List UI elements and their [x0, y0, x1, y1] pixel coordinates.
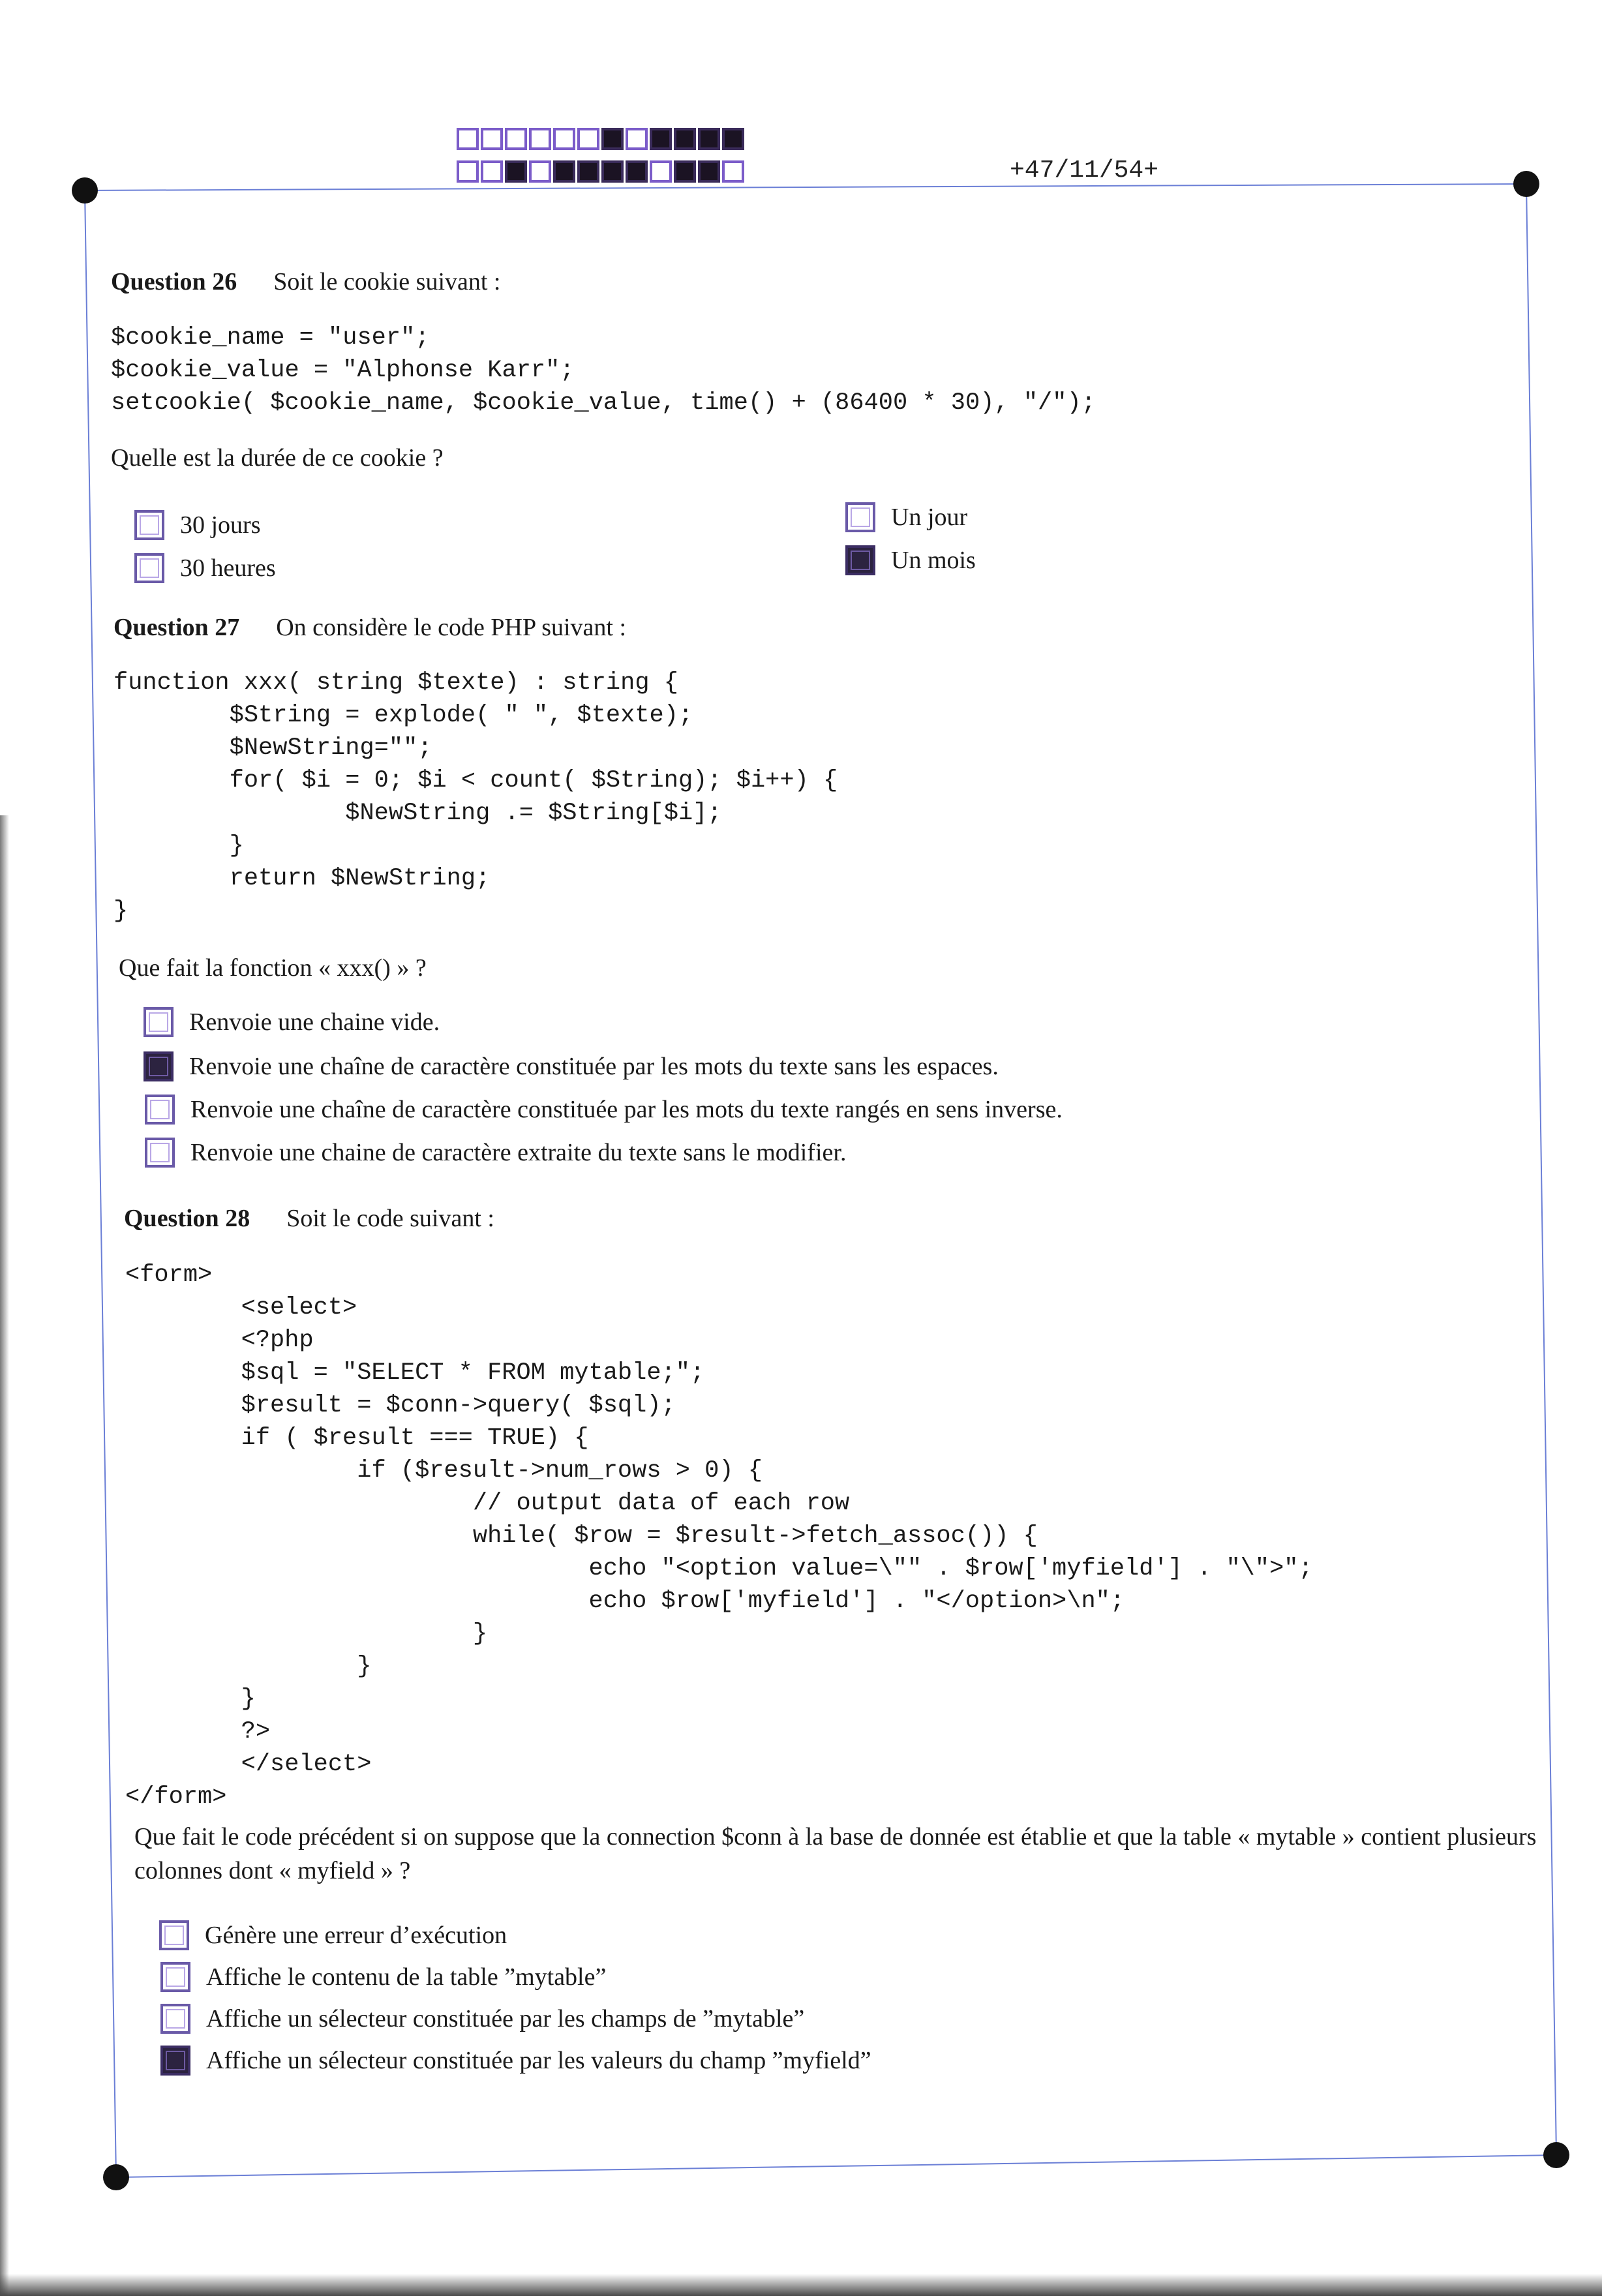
answer-option[interactable]	[845, 545, 976, 575]
question-prompt: Que fait le code précédent si on suppose que la connection $conn à la base de donnée est établie et que la table « mytable » contient plusieurs colonnes dont « myfield » ?	[134, 1823, 1537, 1884]
barcode-cell	[505, 128, 527, 150]
page-id: +47/11/54+	[1010, 157, 1159, 185]
question-26-header	[111, 267, 501, 296]
question-prompt: Que fait la fonction « xxx() » ?	[119, 954, 427, 982]
barcode-cell	[553, 128, 575, 150]
barcode-cell	[650, 128, 672, 150]
barcode-cell	[481, 160, 503, 183]
barcode-row-1	[457, 128, 744, 150]
question-label: Question 27	[113, 614, 240, 641]
option-label: Renvoie une chaine de caractère extraite du texte sans le modifier.	[190, 1139, 847, 1166]
option-label: Génère une erreur d’exécution	[205, 1922, 507, 1949]
checkbox-checked[interactable]	[845, 545, 875, 575]
barcode-cell	[626, 160, 648, 183]
code-block: function xxx( string $texte) : string { $String = explode( " ", $texte); $NewString=""; for( $i = 0; $i < count( $String); $i++) { $NewString .= $String[$i]; } return $NewString; }	[113, 669, 838, 925]
code-block: $cookie_name = "user"; $cookie_value = "Alphonse Karr"; setcookie( $cookie_name, $cookie_value, time() + (86400 * 30), "/");	[111, 324, 1096, 417]
question-title: Soit le code suivant :	[286, 1205, 494, 1232]
answer-option[interactable]	[145, 1138, 846, 1168]
barcode-cell	[505, 160, 527, 183]
barcode-cell	[698, 160, 720, 183]
barcode-cell	[698, 128, 720, 150]
answer-option[interactable]	[845, 502, 967, 532]
corner-mark-bottom-right	[1543, 2142, 1569, 2168]
corner-mark-top-left	[72, 177, 98, 204]
barcode-row-2	[457, 160, 744, 183]
option-label: Renvoie une chaîne de caractère constituée par les mots du texte rangés en sens inverse.	[190, 1096, 1063, 1123]
barcode-cell	[553, 160, 575, 183]
option-label: 30 jours	[180, 511, 261, 539]
question-28-header	[124, 1204, 494, 1233]
checkbox-checked[interactable]	[144, 1051, 174, 1081]
option-label: Renvoie une chaine vide.	[189, 1008, 440, 1036]
answer-option[interactable]	[144, 1007, 440, 1037]
barcode-cell	[457, 128, 479, 150]
checkbox[interactable]	[145, 1095, 175, 1125]
question-label: Question 28	[124, 1205, 250, 1232]
barcode-cell	[601, 128, 624, 150]
barcode-cell	[626, 128, 648, 150]
barcode-cell	[577, 160, 599, 183]
barcode-cell	[457, 160, 479, 183]
option-label: Un jour	[891, 504, 968, 531]
barcode-cell	[577, 128, 599, 150]
answer-option[interactable]	[159, 1920, 507, 1950]
answer-option[interactable]	[160, 1962, 606, 1992]
barcode-cell	[650, 160, 672, 183]
option-label: Affiche un sélecteur constituée par les champs de ”mytable”	[206, 2005, 805, 2032]
checkbox[interactable]	[134, 553, 164, 583]
question-title: On considère le code PHP suivant :	[276, 614, 627, 641]
barcode-cell	[722, 160, 744, 183]
barcode-cell	[674, 128, 696, 150]
barcode-cell	[481, 128, 503, 150]
barcode-cell	[529, 128, 551, 150]
corner-mark-bottom-left	[103, 2164, 129, 2190]
checkbox[interactable]	[134, 510, 164, 540]
answer-option[interactable]	[144, 1051, 999, 1081]
answer-option[interactable]	[134, 510, 261, 540]
question-27-header	[113, 613, 626, 642]
answer-option[interactable]	[160, 2046, 871, 2076]
option-label: Un mois	[891, 547, 976, 574]
checkbox[interactable]	[159, 1920, 189, 1950]
question-label: Question 26	[111, 268, 237, 295]
checkbox[interactable]	[144, 1007, 174, 1037]
answer-option[interactable]	[134, 553, 276, 583]
question-title: Soit le cookie suivant :	[273, 268, 501, 295]
option-label: Affiche le contenu de la table ”mytable”	[206, 1963, 607, 1991]
checkbox-checked[interactable]	[160, 2046, 190, 2076]
corner-mark-top-right	[1513, 171, 1539, 197]
option-label: Renvoie une chaîne de caractère constituée par les mots du texte sans les espaces.	[189, 1053, 999, 1080]
answer-option[interactable]	[145, 1095, 1063, 1125]
checkbox[interactable]	[160, 1962, 190, 1992]
answer-option[interactable]	[160, 2004, 804, 2034]
barcode-cell	[674, 160, 696, 183]
option-label: Affiche un sélecteur constituée par les valeurs du champ ”myfield”	[206, 2047, 871, 2074]
checkbox[interactable]	[145, 1138, 175, 1168]
barcode-cell	[722, 128, 744, 150]
question-prompt: Quelle est la durée de ce cookie ?	[111, 444, 444, 472]
barcode-cell	[601, 160, 624, 183]
barcode-cell	[529, 160, 551, 183]
option-label: 30 heures	[180, 554, 276, 582]
checkbox[interactable]	[160, 2004, 190, 2034]
checkbox[interactable]	[845, 502, 875, 532]
code-block: <form> <select> <?php $sql = "SELECT * FROM mytable;"; $result = $conn->query( $sql); if ( $result === TRUE) { if ($result->num_rows > 0) { // output data of each row while( $row = $result->fetch_assoc()) { echo "<option value=\"" . $row['myfield'] . "\">"; echo $row['myfield'] . "</option>\n"; } } } ?> </select> </form>	[125, 1261, 1313, 1811]
